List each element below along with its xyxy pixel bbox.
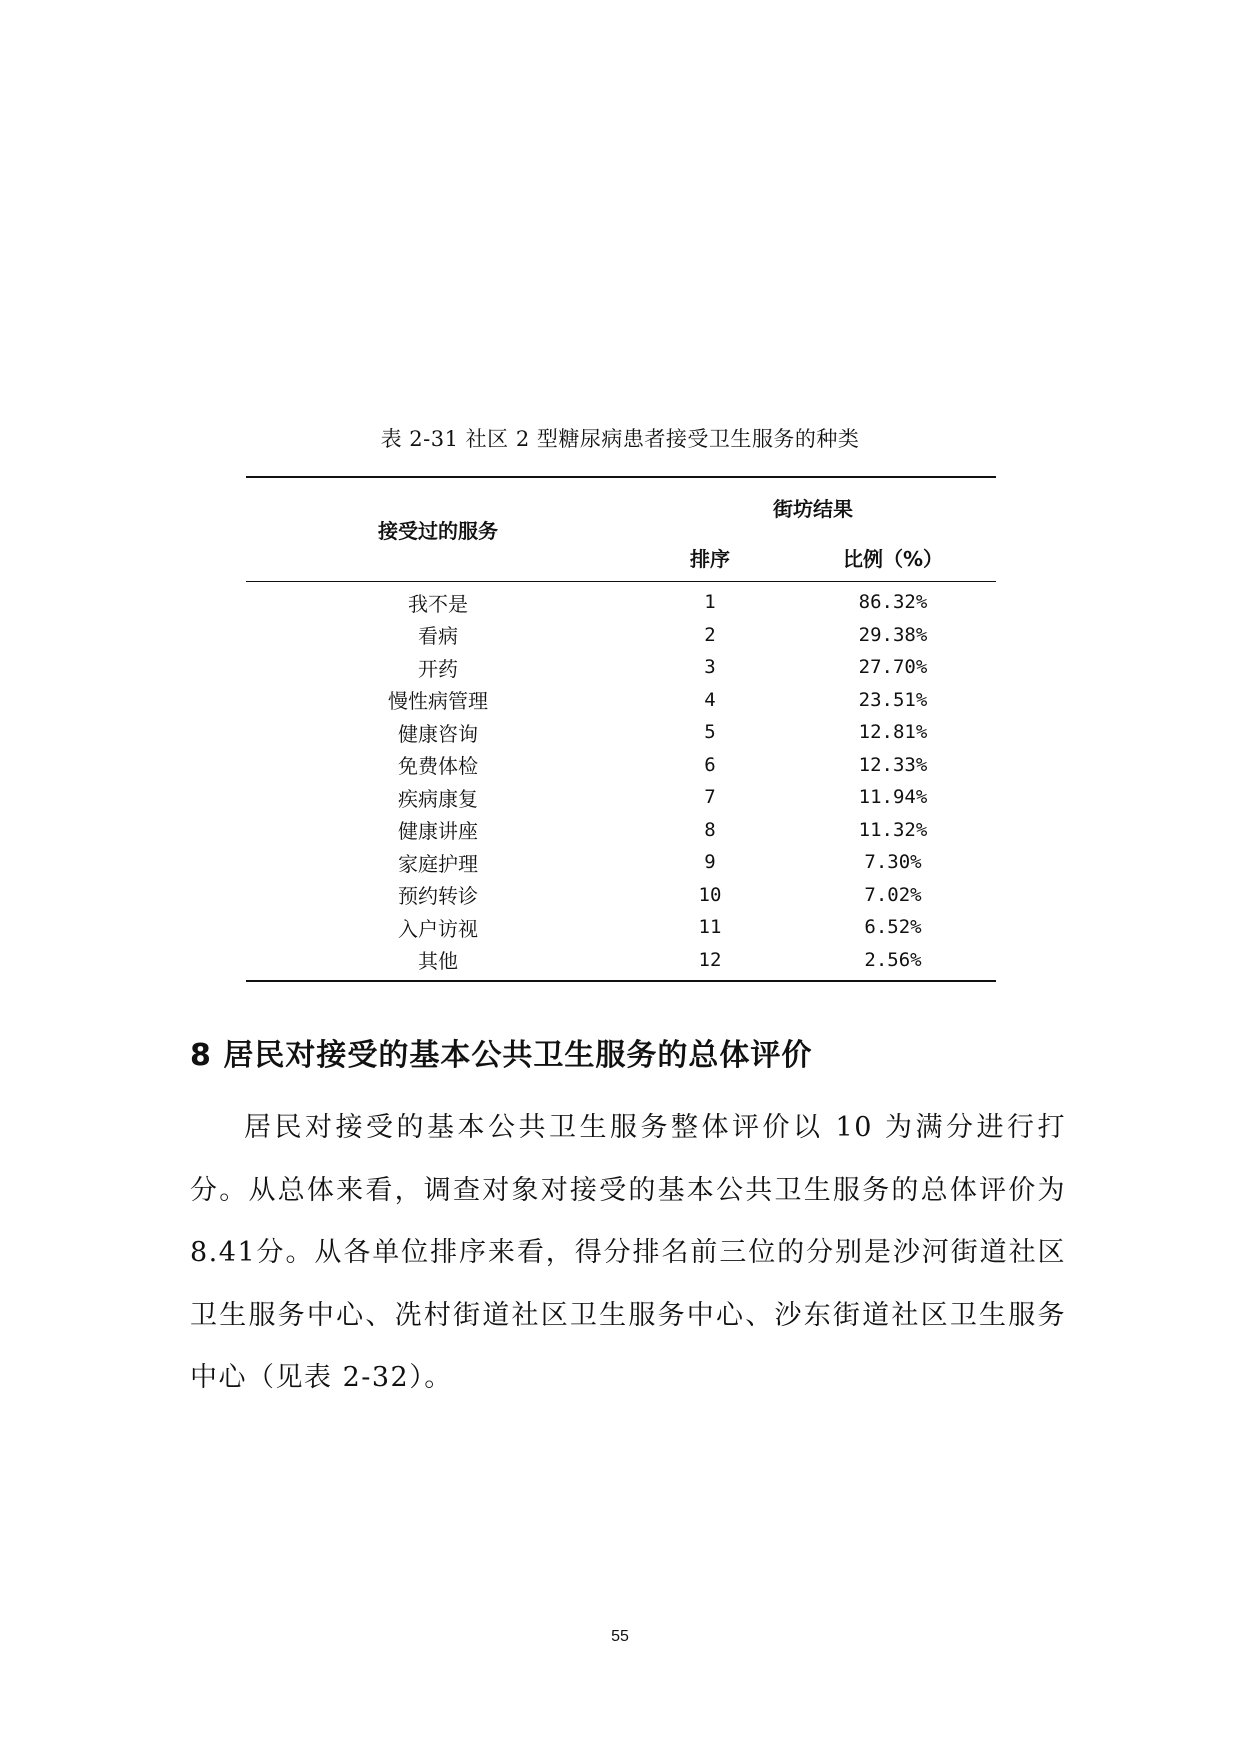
cell-ratio: 11.32%: [858, 818, 928, 841]
cell-ratio: 2.56%: [864, 948, 922, 971]
table-row: [246, 684, 996, 717]
cell-rank: 12: [698, 948, 722, 971]
cell-rank: 3: [704, 656, 716, 679]
section-heading: 8 居民对接受的基本公共卫生服务的总体评价: [190, 1038, 813, 1073]
cell-ratio: 27.70%: [858, 656, 928, 679]
table-row: [246, 846, 996, 879]
table-row: [246, 911, 996, 944]
cell-ratio: 11.94%: [858, 786, 928, 809]
services-table-container: [246, 476, 996, 982]
cell-ratio: 23.51%: [858, 688, 928, 711]
table-row: [246, 814, 996, 847]
cell-service: 其他: [418, 949, 458, 974]
cell-service: 预约转诊: [398, 884, 478, 909]
cell-ratio: 29.38%: [858, 623, 928, 646]
cell-rank: 6: [704, 753, 716, 776]
header-ratio: 比例（%）: [842, 546, 944, 571]
body-paragraph: 居民对接受的基本公共卫生服务整体评价以 10 为满分进行打分。从总体来看，调查对象对接受的基本公共卫生服务的总体评价为8.41分。从各单位排序来看，得分排名前三位的分别是沙河街道社区卫生服务中心、冼村街道社区卫生服务中心、沙东街道社区卫生服务中心（见表 2-32）。: [190, 1112, 1066, 1393]
cell-service: 慢性病管理: [388, 689, 488, 714]
cell-service: 开药: [418, 656, 458, 681]
cell-service: 看病: [418, 624, 458, 649]
cell-rank: 10: [698, 883, 722, 906]
cell-ratio: 7.30%: [864, 851, 922, 874]
cell-rank: 1: [704, 591, 716, 614]
page-number: 55: [611, 1628, 629, 1645]
table-row: [246, 879, 996, 912]
cell-ratio: 86.32%: [858, 591, 928, 614]
header-group: 街坊结果: [773, 496, 853, 521]
cell-service: 疾病康复: [398, 786, 478, 811]
table-row: [246, 749, 996, 782]
cell-service: 入户访视: [398, 916, 478, 941]
cell-ratio: 12.33%: [858, 753, 928, 776]
cell-ratio: 7.02%: [864, 883, 922, 906]
cell-service: 健康讲座: [398, 819, 478, 844]
cell-rank: 7: [704, 786, 716, 809]
table-caption: 表 2-31 社区 2 型糖尿病患者接受卫生服务的种类: [380, 427, 860, 451]
table-body: [246, 582, 996, 982]
table-row: [246, 619, 996, 652]
table-header: [246, 477, 996, 582]
cell-ratio: 12.81%: [858, 721, 928, 744]
cell-ratio: 6.52%: [864, 916, 922, 939]
cell-rank: 11: [698, 916, 722, 939]
cell-rank: 9: [704, 851, 716, 874]
cell-service: 免费体检: [398, 754, 478, 779]
services-table: [246, 476, 996, 982]
table-row: [246, 582, 996, 619]
header-service: 接受过的服务: [246, 477, 630, 582]
cell-service: 家庭护理: [398, 851, 478, 876]
table-row: [246, 651, 996, 684]
cell-service: 健康咨询: [398, 721, 478, 746]
header-rank: 排序: [690, 546, 730, 571]
table-row: [246, 781, 996, 814]
cell-rank: 4: [704, 688, 716, 711]
cell-rank: 5: [704, 721, 716, 744]
cell-service: 我不是: [408, 591, 468, 616]
cell-rank: 8: [704, 818, 716, 841]
table-row: [246, 716, 996, 749]
table-row: [246, 944, 996, 982]
cell-rank: 2: [704, 623, 716, 646]
